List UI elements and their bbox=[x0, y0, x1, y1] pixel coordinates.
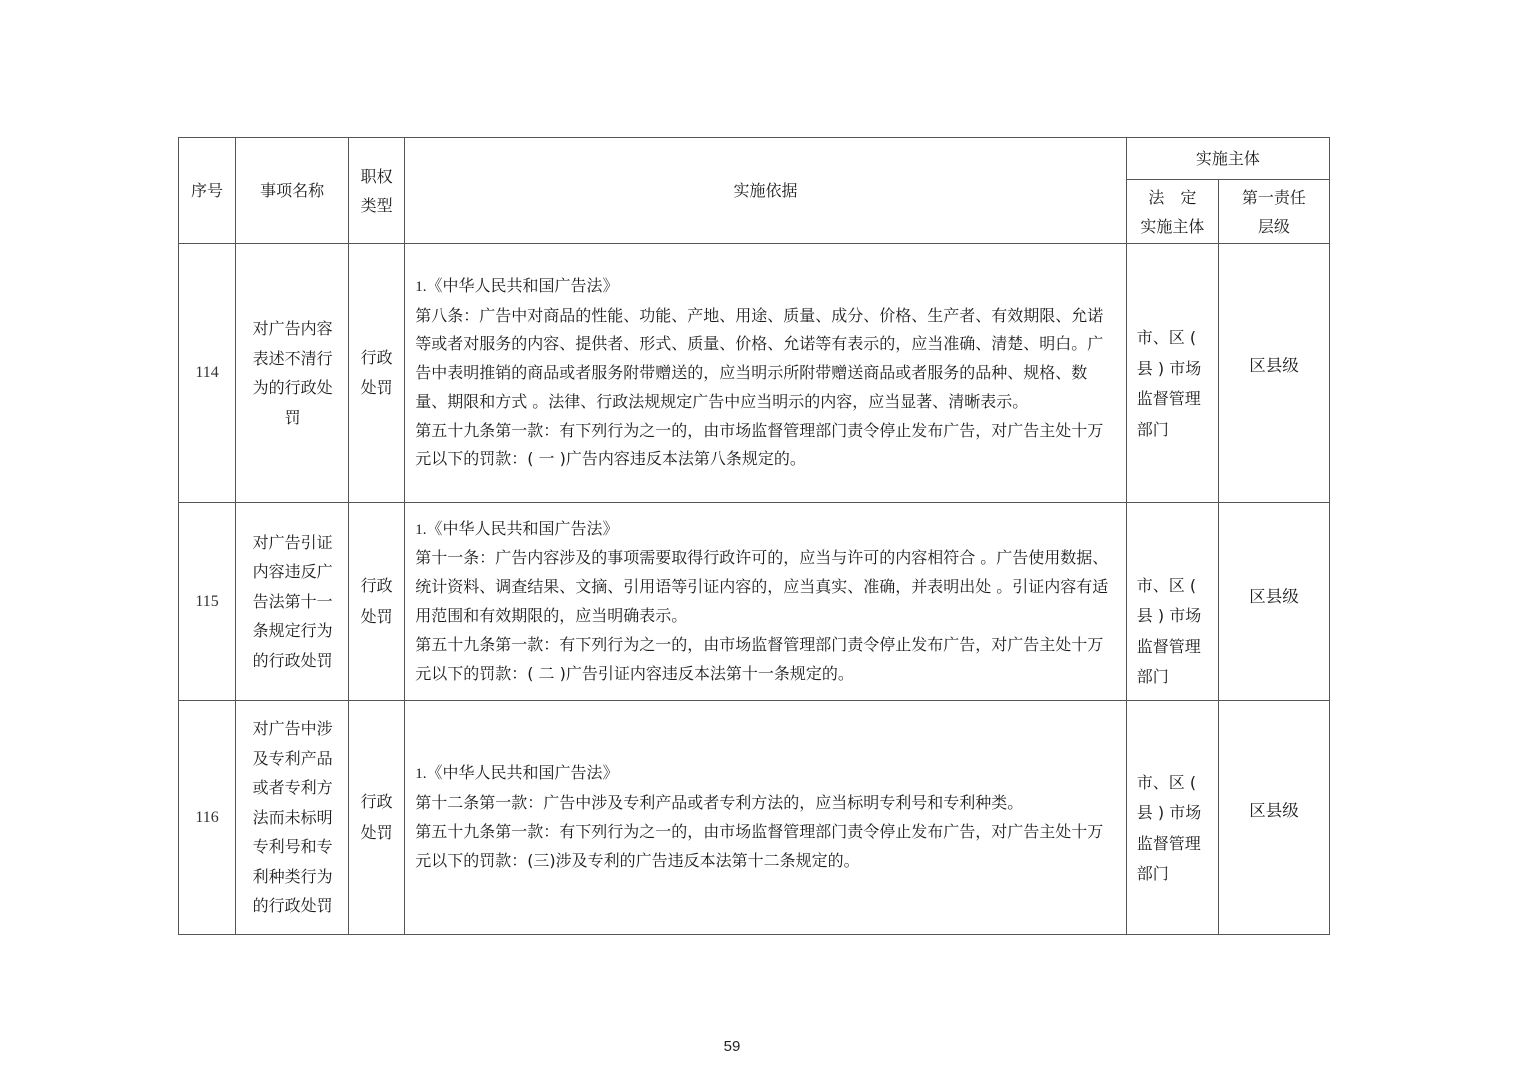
subject-line: 监督管理 bbox=[1136, 833, 1201, 853]
row-seq: 115 bbox=[179, 503, 236, 701]
row-item-name bbox=[236, 244, 349, 503]
item-name-line: 对广告内容 bbox=[252, 319, 333, 338]
row-basis bbox=[405, 244, 1127, 503]
item-name-line: 利种类行为 bbox=[252, 866, 333, 886]
law-number: 1. bbox=[415, 766, 427, 783]
subject-line: 市、区 ( bbox=[1136, 575, 1197, 595]
item-name-line: 专利号和专 bbox=[252, 837, 333, 857]
row-responsibility-level bbox=[1218, 244, 1329, 503]
table-row bbox=[179, 503, 1330, 701]
header-power-type-line1: 职权 bbox=[360, 166, 393, 186]
header-first-responsibility bbox=[1218, 180, 1329, 244]
header-legal-subject-line2: 实施主体 bbox=[1140, 216, 1205, 236]
item-name-line: 条规定行为 bbox=[252, 621, 333, 641]
power-type-line: 处罚 bbox=[360, 606, 393, 626]
header-first-resp-line2: 层级 bbox=[1257, 216, 1290, 236]
law-name: 《中华人民共和国广告法》 bbox=[426, 763, 619, 783]
row-item-name bbox=[236, 503, 349, 701]
item-name-line: 对广告引证 bbox=[252, 532, 333, 552]
power-type-line: 处罚 bbox=[360, 378, 393, 397]
row-basis bbox=[405, 503, 1127, 701]
law-number: 1. bbox=[415, 521, 427, 538]
item-name-line: 的行政处罚 bbox=[252, 896, 333, 916]
row-power-type bbox=[349, 503, 405, 701]
law-name: 《中华人民共和国广告法》 bbox=[426, 275, 619, 295]
subject-line: 监督管理 bbox=[1136, 636, 1201, 656]
item-name-line: 内容违反广 bbox=[252, 562, 333, 582]
item-name-line: 对广告中涉 bbox=[252, 719, 333, 739]
basis-paragraph: 第五十九条第一款：有下列行为之一的，由市场监督管理部门责令停止发布广告，对广告主处十万元以下的罚款：( 二 )广告引证内容违反本法第十一条规定的。 bbox=[415, 634, 1104, 683]
header-basis: 实施依据 bbox=[405, 138, 1127, 244]
law-number: 1. bbox=[415, 278, 427, 295]
subject-line: 县 ) 市场 bbox=[1136, 606, 1202, 625]
row-seq: 114 bbox=[179, 244, 236, 503]
subject-line: 县 ) 市场 bbox=[1136, 803, 1202, 822]
header-legal-subject bbox=[1126, 180, 1218, 244]
law-title bbox=[415, 272, 1116, 302]
law-name: 《中华人民共和国广告法》 bbox=[426, 518, 619, 538]
item-name-line: 表述不清行 bbox=[252, 348, 333, 368]
basis-paragraph: 第五十九条第一款：有下列行为之一的，由市场监督管理部门责令停止发布广告，对广告主处十万元以下的罚款：(三)涉及专利的广告违反本法第十二条规定的。 bbox=[415, 822, 1104, 870]
level-text: 区县级 bbox=[1249, 801, 1299, 820]
table-row bbox=[179, 244, 1330, 503]
row-seq: 116 bbox=[179, 701, 236, 935]
power-type-line: 行政 bbox=[360, 792, 393, 811]
basis-paragraph: 第八条：广告中对商品的性能、功能、产地、用途、质量、成分、价格、生产者、有效期限、允诺等或者对服务的内容、提供者、形式、质量、价格、允诺等有表示的，应当准确、清楚、明白。广告中表明推销的商品或者服务附带赠送的，应当明示所附带赠送商品或者服务的品种、规格、数量、期限和方式 。法律、行政法规规定广告中应当明示的内容，应当显著、清晰表示。 bbox=[415, 305, 1104, 411]
authority-table bbox=[178, 137, 1330, 935]
row-power-type bbox=[349, 244, 405, 503]
row-basis bbox=[405, 701, 1127, 935]
subject-line: 部门 bbox=[1136, 864, 1169, 883]
page-number: 59 bbox=[723, 1038, 741, 1055]
header-seq: 序号 bbox=[179, 138, 236, 244]
item-name-line: 及专利产品 bbox=[252, 748, 333, 768]
level-text: 区县级 bbox=[1249, 587, 1299, 606]
item-name-line: 罚 bbox=[284, 407, 301, 427]
subject-line: 市、区 ( bbox=[1136, 328, 1197, 347]
item-name-line: 告法第十一 bbox=[252, 591, 333, 611]
law-title bbox=[415, 515, 1116, 545]
subject-line: 部门 bbox=[1136, 667, 1169, 686]
level-text: 区县级 bbox=[1249, 356, 1299, 375]
row-power-type bbox=[349, 701, 405, 935]
basis-paragraph: 第十二条第一款：广告中涉及专利产品或者专利方法的，应当标明专利号和专利种类。 bbox=[415, 793, 1024, 813]
subject-line: 部门 bbox=[1136, 419, 1169, 439]
item-name-line: 法而未标明 bbox=[252, 807, 333, 827]
subject-line: 市、区 ( bbox=[1136, 772, 1197, 792]
row-responsibility-level bbox=[1218, 503, 1329, 701]
table-row bbox=[179, 701, 1330, 935]
header-legal-subject-line1: 法 定 bbox=[1148, 187, 1197, 207]
row-item-name bbox=[236, 701, 349, 935]
subject-line: 县 ) 市场 bbox=[1136, 358, 1202, 378]
law-title bbox=[415, 759, 1116, 789]
basis-paragraph: 第十一条：广告内容涉及的事项需要取得行政许可的，应当与许可的内容相符合 。广告使用数据、统计资料、调查结果、文摘、引用语等引证内容的，应当真实、准确，并表明出处 。引证内容有适用范围和有效期限的，应当明确表示。 bbox=[415, 548, 1109, 625]
row-legal-subject bbox=[1126, 244, 1218, 503]
item-name-line: 为的行政处 bbox=[252, 378, 333, 397]
header-power-type bbox=[349, 138, 405, 244]
header-item-name: 事项名称 bbox=[236, 138, 349, 244]
item-name-line: 或者专利方 bbox=[252, 778, 333, 798]
row-legal-subject bbox=[1126, 503, 1218, 701]
row-responsibility-level bbox=[1218, 701, 1329, 935]
subject-line: 监督管理 bbox=[1136, 389, 1201, 408]
row-legal-subject bbox=[1126, 701, 1218, 935]
power-type-line: 处罚 bbox=[360, 822, 393, 842]
header-subject: 实施主体 bbox=[1126, 138, 1329, 180]
power-type-line: 行政 bbox=[360, 347, 393, 367]
basis-paragraph: 第五十九条第一款：有下列行为之一的，由市场监督管理部门责令停止发布广告，对广告主处十万元以下的罚款：( 一 )广告内容违反本法第八条规定的。 bbox=[415, 420, 1104, 469]
power-type-line: 行政 bbox=[360, 576, 393, 595]
header-power-type-line2: 类型 bbox=[360, 195, 393, 215]
item-name-line: 的行政处罚 bbox=[252, 650, 333, 670]
header-first-resp-line1: 第一责任 bbox=[1241, 187, 1306, 207]
